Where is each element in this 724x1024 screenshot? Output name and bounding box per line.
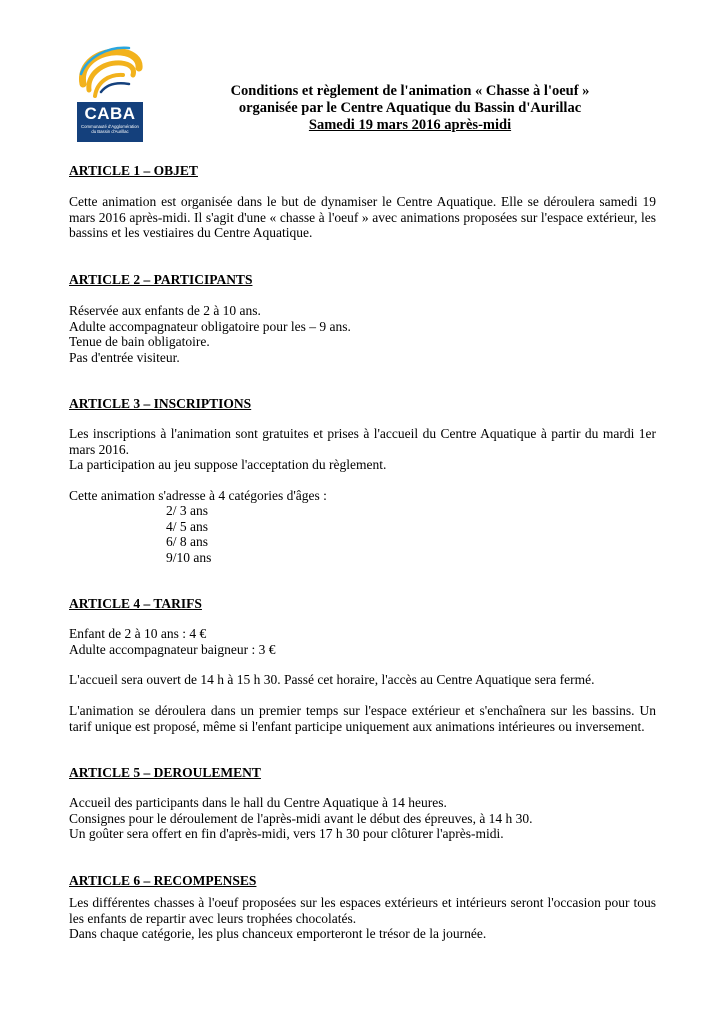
caba-logo xyxy=(77,44,143,142)
article-2-line: Réservée aux enfants de 2 à 10 ans. xyxy=(69,303,261,318)
title-date: Samedi 19 mars 2016 après-midi xyxy=(308,117,512,133)
article-6-closing: Dans chaque catégorie, les plus chanceux emporteront le trésor de la journée. xyxy=(69,926,487,941)
logo-name: CABA xyxy=(84,104,136,123)
article-6-heading: ARTICLE 6 – RECOMPENSES xyxy=(69,873,257,888)
article-3-heading: ARTICLE 3 – INSCRIPTIONS xyxy=(69,396,252,411)
article-2-line: Pas d'entrée visiteur. xyxy=(69,349,180,365)
title-line-1: Conditions et règlement de l'animation « Chasse à l'oeuf » xyxy=(230,83,590,99)
price-line: Adulte accompagnateur baigneur : 3 € xyxy=(69,641,276,657)
article-3-paragraph: Les inscriptions à l'animation sont gratuites et prises à l'accueil du Centre Aquatique à partir du mardi 1er mars 2016. xyxy=(69,426,656,457)
age-category: 6/ 8 ans xyxy=(166,534,208,549)
article-1-heading: ARTICLE 1 – OBJET xyxy=(69,163,198,178)
article-3-acceptance: La participation au jeu suppose l'acceptation du règlement. xyxy=(69,457,387,472)
article-4-paragraph: L'animation se déroulera dans un premier temps sur l'espace extérieur et s'enchaînera sur les bassins. Un tarif unique est proposé, même si l'enfant participe uniquement aux animations intérieures ou inversement. xyxy=(69,703,656,734)
age-category: 2/ 3 ans xyxy=(166,503,208,518)
logo-subtitle: Communauté d'Agglomération du Bassin d'Aurillac xyxy=(81,124,139,134)
article-1-paragraph: Cette animation est organisée dans le but de dynamiser le Centre Aquatique. Elle se déroulera samedi 19 mars 2016 après-midi. Il s'agit d'une « chasse à l'oeuf » avec animations proposées sur l'espace extérieur, les bassins et les vestiaires du Centre Aquatique. xyxy=(69,194,656,240)
price-line: Enfant de 2 à 10 ans : 4 € xyxy=(69,626,207,641)
article-6-paragraph: Les différentes chasses à l'oeuf proposées sur les espaces extérieurs et intérieurs seront l'occasion pour tous les enfants de repartir avec leurs trophées chocolatés. xyxy=(69,895,656,926)
article-5-heading: ARTICLE 5 – DEROULEMENT xyxy=(69,765,261,780)
title-line-2: organisée par le Centre Aquatique du Bassin d'Aurillac xyxy=(238,100,582,116)
article-2-line: Tenue de bain obligatoire. xyxy=(69,334,210,349)
article-4-heading: ARTICLE 4 – TARIFS xyxy=(69,596,202,611)
article-2-line: Adulte accompagnateur obligatoire pour les – 9 ans. xyxy=(69,318,351,334)
article-4-opening-hours: L'accueil sera ouvert de 14 h à 15 h 30. Passé cet horaire, l'accès au Centre Aquatique sera fermé. xyxy=(69,672,595,687)
age-category: 9/10 ans xyxy=(166,549,212,565)
article-3-categories-intro: Cette animation s'adresse à 4 catégories d'âges : xyxy=(69,488,327,503)
article-4-prices xyxy=(69,626,656,657)
logo-banner xyxy=(77,102,143,142)
article-2-heading: ARTICLE 2 – PARTICIPANTS xyxy=(69,272,253,287)
article-5-line: Consignes pour le déroulement de l'après-midi avant le début des épreuves, à 14 h 30. xyxy=(69,810,533,826)
article-5-line: Accueil des participants dans le hall du Centre Aquatique à 14 heures. xyxy=(69,795,447,810)
swoosh-icon xyxy=(77,44,143,102)
article-5-body xyxy=(69,795,656,842)
logo-swoosh-emblem xyxy=(77,44,143,102)
article-2-body xyxy=(69,303,656,365)
article-5-line: Un goûter sera offert en fin d'après-midi, vers 17 h 30 pour clôturer l'après-midi. xyxy=(69,826,504,841)
age-category: 4/ 5 ans xyxy=(166,518,208,534)
document-title xyxy=(160,83,660,134)
